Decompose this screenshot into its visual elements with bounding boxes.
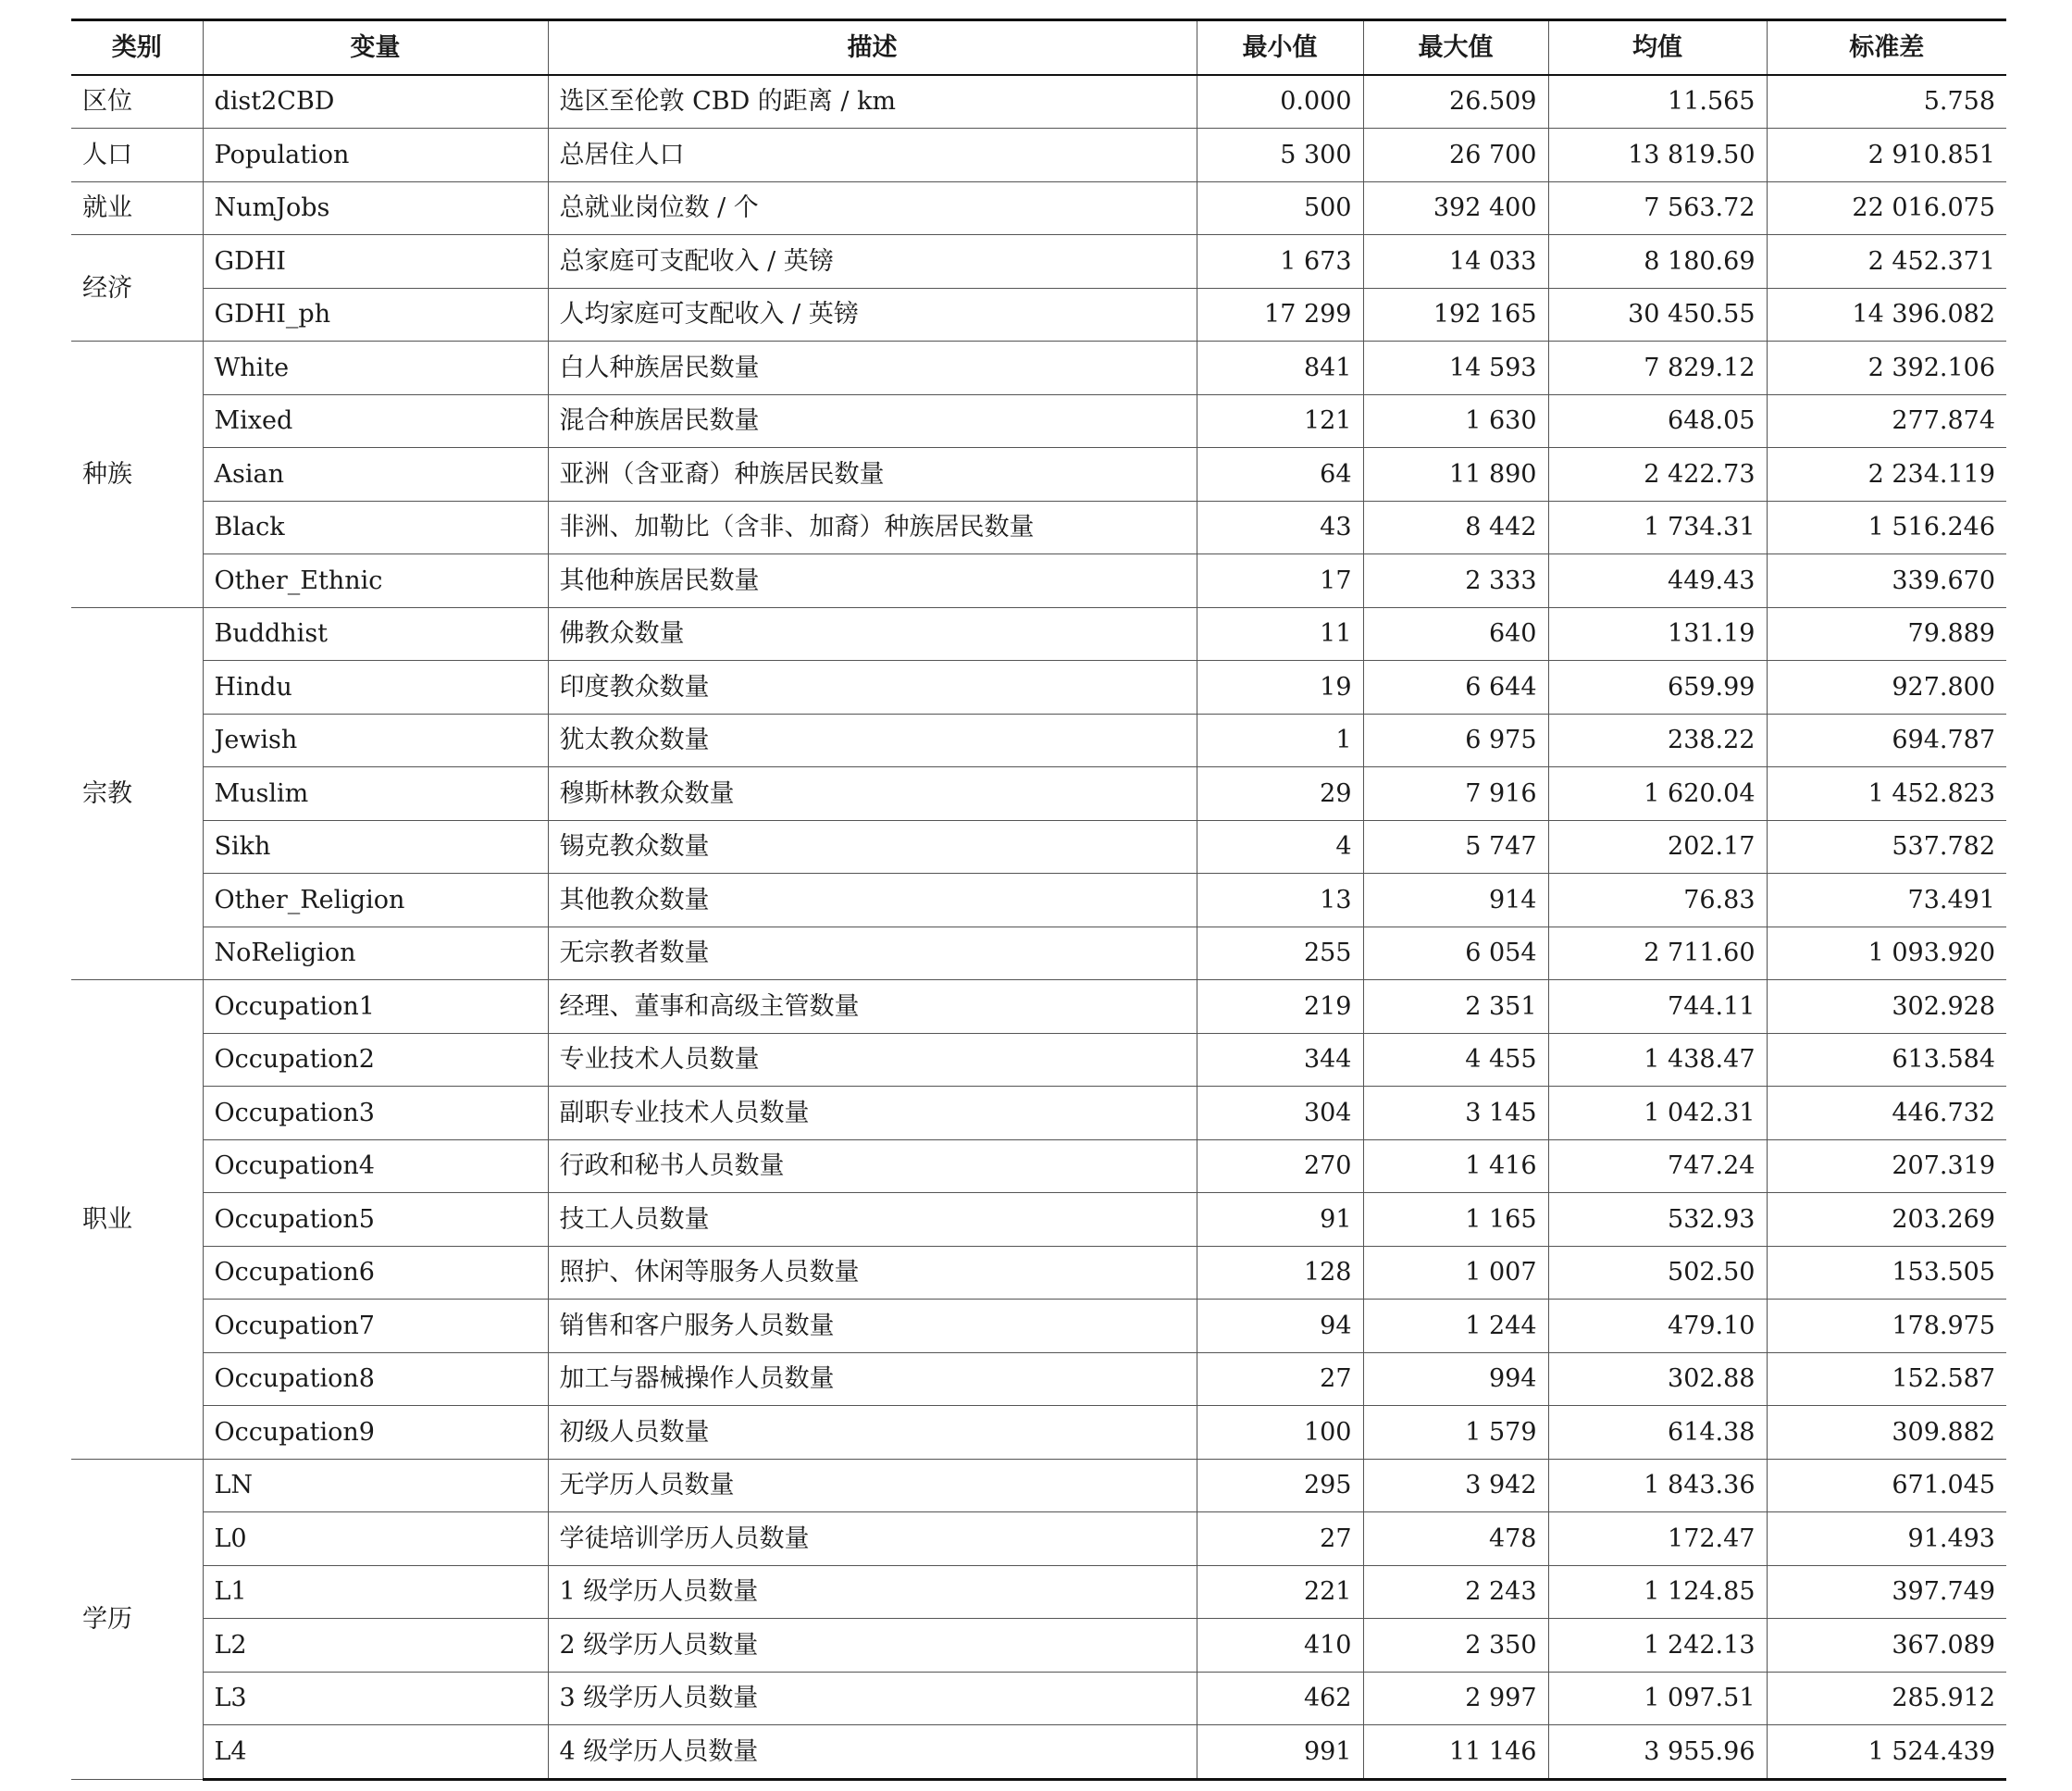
std-cell: 367.089 bbox=[1767, 1619, 2006, 1673]
description-cell: 专业技术人员数量 bbox=[548, 1033, 1197, 1087]
std-cell: 339.670 bbox=[1767, 554, 2006, 608]
std-cell: 671.045 bbox=[1767, 1459, 2006, 1512]
description-cell: 佛教众数量 bbox=[548, 607, 1197, 661]
table-row bbox=[71, 927, 2006, 980]
min-cell: 462 bbox=[1197, 1672, 1363, 1725]
table-row bbox=[71, 181, 2006, 235]
min-cell: 410 bbox=[1197, 1619, 1363, 1673]
max-cell: 6 054 bbox=[1363, 927, 1548, 980]
min-cell: 94 bbox=[1197, 1300, 1363, 1353]
variable-cell: Jewish bbox=[203, 714, 548, 767]
header-category: 类别 bbox=[71, 20, 203, 75]
table-row bbox=[71, 1300, 2006, 1353]
mean-cell: 1 097.51 bbox=[1548, 1672, 1767, 1725]
std-cell: 397.749 bbox=[1767, 1565, 2006, 1619]
max-cell: 14 033 bbox=[1363, 235, 1548, 289]
description-cell: 经理、董事和高级主管数量 bbox=[548, 980, 1197, 1034]
description-cell: 混合种族居民数量 bbox=[548, 394, 1197, 448]
variable-cell: Black bbox=[203, 501, 548, 554]
header-description: 描述 bbox=[548, 20, 1197, 75]
header-std: 标准差 bbox=[1767, 20, 2006, 75]
description-cell: 加工与器械操作人员数量 bbox=[548, 1352, 1197, 1406]
description-cell: 穆斯林教众数量 bbox=[548, 767, 1197, 821]
std-cell: 153.505 bbox=[1767, 1246, 2006, 1300]
category-cell: 职业 bbox=[71, 980, 203, 1460]
max-cell: 7 916 bbox=[1363, 767, 1548, 821]
min-cell: 500 bbox=[1197, 181, 1363, 235]
mean-cell: 1 620.04 bbox=[1548, 767, 1767, 821]
mean-cell: 502.50 bbox=[1548, 1246, 1767, 1300]
mean-cell: 1 438.47 bbox=[1548, 1033, 1767, 1087]
variable-cell: GDHI bbox=[203, 235, 548, 289]
description-cell: 销售和客户服务人员数量 bbox=[548, 1300, 1197, 1353]
min-cell: 17 299 bbox=[1197, 288, 1363, 342]
max-cell: 11 146 bbox=[1363, 1725, 1548, 1780]
min-cell: 841 bbox=[1197, 342, 1363, 395]
mean-cell: 172.47 bbox=[1548, 1512, 1767, 1566]
min-cell: 295 bbox=[1197, 1459, 1363, 1512]
max-cell: 392 400 bbox=[1363, 181, 1548, 235]
std-cell: 207.319 bbox=[1767, 1139, 2006, 1193]
min-cell: 11 bbox=[1197, 607, 1363, 661]
category-cell: 人口 bbox=[71, 129, 203, 182]
max-cell: 1 416 bbox=[1363, 1139, 1548, 1193]
mean-cell: 1 843.36 bbox=[1548, 1459, 1767, 1512]
table-row bbox=[71, 1672, 2006, 1725]
max-cell: 2 997 bbox=[1363, 1672, 1548, 1725]
table-row bbox=[71, 767, 2006, 821]
min-cell: 128 bbox=[1197, 1246, 1363, 1300]
variable-cell: Mixed bbox=[203, 394, 548, 448]
description-cell: 锡克教众数量 bbox=[548, 820, 1197, 874]
description-cell: 白人种族居民数量 bbox=[548, 342, 1197, 395]
min-cell: 344 bbox=[1197, 1033, 1363, 1087]
variable-cell: Occupation7 bbox=[203, 1300, 548, 1353]
max-cell: 4 455 bbox=[1363, 1033, 1548, 1087]
table-row bbox=[71, 980, 2006, 1034]
description-cell: 4 级学历人员数量 bbox=[548, 1725, 1197, 1780]
description-cell: 无学历人员数量 bbox=[548, 1459, 1197, 1512]
min-cell: 219 bbox=[1197, 980, 1363, 1034]
std-cell: 1 524.439 bbox=[1767, 1725, 2006, 1780]
std-cell: 2 234.119 bbox=[1767, 448, 2006, 502]
table-row bbox=[71, 1725, 2006, 1780]
variable-cell: Asian bbox=[203, 448, 548, 502]
min-cell: 304 bbox=[1197, 1087, 1363, 1140]
max-cell: 2 243 bbox=[1363, 1565, 1548, 1619]
mean-cell: 1 042.31 bbox=[1548, 1087, 1767, 1140]
max-cell: 26 700 bbox=[1363, 129, 1548, 182]
description-cell: 照护、休闲等服务人员数量 bbox=[548, 1246, 1197, 1300]
description-cell: 其他教众数量 bbox=[548, 874, 1197, 927]
category-cell: 经济 bbox=[71, 235, 203, 342]
max-cell: 478 bbox=[1363, 1512, 1548, 1566]
variable-cell: Occupation1 bbox=[203, 980, 548, 1034]
table-row bbox=[71, 874, 2006, 927]
variable-cell: dist2CBD bbox=[203, 75, 548, 129]
header-min: 最小值 bbox=[1197, 20, 1363, 75]
table-row bbox=[71, 75, 2006, 129]
variable-cell: NumJobs bbox=[203, 181, 548, 235]
variable-cell: L2 bbox=[203, 1619, 548, 1673]
table-row bbox=[71, 714, 2006, 767]
max-cell: 14 593 bbox=[1363, 342, 1548, 395]
variable-cell: Occupation9 bbox=[203, 1406, 548, 1460]
max-cell: 8 442 bbox=[1363, 501, 1548, 554]
mean-cell: 1 734.31 bbox=[1548, 501, 1767, 554]
table-body bbox=[71, 75, 2006, 1780]
min-cell: 5 300 bbox=[1197, 129, 1363, 182]
mean-cell: 202.17 bbox=[1548, 820, 1767, 874]
std-cell: 285.912 bbox=[1767, 1672, 2006, 1725]
header-variable: 变量 bbox=[203, 20, 548, 75]
std-cell: 79.889 bbox=[1767, 607, 2006, 661]
min-cell: 1 673 bbox=[1197, 235, 1363, 289]
min-cell: 270 bbox=[1197, 1139, 1363, 1193]
category-cell: 区位 bbox=[71, 75, 203, 129]
max-cell: 6 975 bbox=[1363, 714, 1548, 767]
description-cell: 学徒培训学历人员数量 bbox=[548, 1512, 1197, 1566]
variable-cell: GDHI_ph bbox=[203, 288, 548, 342]
table-row bbox=[71, 1459, 2006, 1512]
max-cell: 914 bbox=[1363, 874, 1548, 927]
description-cell: 总就业岗位数 / 个 bbox=[548, 181, 1197, 235]
mean-cell: 449.43 bbox=[1548, 554, 1767, 608]
std-cell: 152.587 bbox=[1767, 1352, 2006, 1406]
std-cell: 91.493 bbox=[1767, 1512, 2006, 1566]
std-cell: 73.491 bbox=[1767, 874, 2006, 927]
min-cell: 27 bbox=[1197, 1512, 1363, 1566]
mean-cell: 238.22 bbox=[1548, 714, 1767, 767]
table-row bbox=[71, 235, 2006, 289]
table-row bbox=[71, 607, 2006, 661]
min-cell: 27 bbox=[1197, 1352, 1363, 1406]
mean-cell: 614.38 bbox=[1548, 1406, 1767, 1460]
std-cell: 14 396.082 bbox=[1767, 288, 2006, 342]
max-cell: 192 165 bbox=[1363, 288, 1548, 342]
description-cell: 1 级学历人员数量 bbox=[548, 1565, 1197, 1619]
min-cell: 221 bbox=[1197, 1565, 1363, 1619]
min-cell: 29 bbox=[1197, 767, 1363, 821]
description-cell: 初级人员数量 bbox=[548, 1406, 1197, 1460]
min-cell: 91 bbox=[1197, 1193, 1363, 1247]
max-cell: 1 579 bbox=[1363, 1406, 1548, 1460]
description-cell: 非洲、加勒比（含非、加裔）种族居民数量 bbox=[548, 501, 1197, 554]
category-cell: 宗教 bbox=[71, 607, 203, 980]
variable-cell: Other_Religion bbox=[203, 874, 548, 927]
mean-cell: 532.93 bbox=[1548, 1193, 1767, 1247]
statistics-table bbox=[71, 19, 2006, 1781]
table-row bbox=[71, 554, 2006, 608]
header-max: 最大值 bbox=[1363, 20, 1548, 75]
max-cell: 26.509 bbox=[1363, 75, 1548, 129]
description-cell: 行政和秘书人员数量 bbox=[548, 1139, 1197, 1193]
max-cell: 1 630 bbox=[1363, 394, 1548, 448]
variable-cell: L1 bbox=[203, 1565, 548, 1619]
variable-cell: Occupation2 bbox=[203, 1033, 548, 1087]
min-cell: 13 bbox=[1197, 874, 1363, 927]
description-cell: 总家庭可支配收入 / 英镑 bbox=[548, 235, 1197, 289]
max-cell: 5 747 bbox=[1363, 820, 1548, 874]
min-cell: 19 bbox=[1197, 661, 1363, 715]
std-cell: 694.787 bbox=[1767, 714, 2006, 767]
std-cell: 613.584 bbox=[1767, 1033, 2006, 1087]
max-cell: 3 942 bbox=[1363, 1459, 1548, 1512]
table-row bbox=[71, 1619, 2006, 1673]
variable-cell: Population bbox=[203, 129, 548, 182]
description-cell: 犹太教众数量 bbox=[548, 714, 1197, 767]
max-cell: 3 145 bbox=[1363, 1087, 1548, 1140]
variable-cell: L3 bbox=[203, 1672, 548, 1725]
variable-cell: L4 bbox=[203, 1725, 548, 1780]
std-cell: 309.882 bbox=[1767, 1406, 2006, 1460]
std-cell: 22 016.075 bbox=[1767, 181, 2006, 235]
description-cell: 印度教众数量 bbox=[548, 661, 1197, 715]
variable-cell: Hindu bbox=[203, 661, 548, 715]
mean-cell: 13 819.50 bbox=[1548, 129, 1767, 182]
std-cell: 5.758 bbox=[1767, 75, 2006, 129]
variable-cell: L0 bbox=[203, 1512, 548, 1566]
variable-cell: Occupation6 bbox=[203, 1246, 548, 1300]
mean-cell: 747.24 bbox=[1548, 1139, 1767, 1193]
description-cell: 2 级学历人员数量 bbox=[548, 1619, 1197, 1673]
min-cell: 0.000 bbox=[1197, 75, 1363, 129]
table-row bbox=[71, 1352, 2006, 1406]
header-row bbox=[71, 20, 2006, 75]
description-cell: 人均家庭可支配收入 / 英镑 bbox=[548, 288, 1197, 342]
std-cell: 2 452.371 bbox=[1767, 235, 2006, 289]
min-cell: 4 bbox=[1197, 820, 1363, 874]
std-cell: 927.800 bbox=[1767, 661, 2006, 715]
variable-cell: Occupation5 bbox=[203, 1193, 548, 1247]
max-cell: 1 165 bbox=[1363, 1193, 1548, 1247]
std-cell: 277.874 bbox=[1767, 394, 2006, 448]
min-cell: 17 bbox=[1197, 554, 1363, 608]
max-cell: 1 007 bbox=[1363, 1246, 1548, 1300]
category-cell: 就业 bbox=[71, 181, 203, 235]
variable-cell: Buddhist bbox=[203, 607, 548, 661]
table-row bbox=[71, 342, 2006, 395]
table-row bbox=[71, 394, 2006, 448]
variable-cell: NoReligion bbox=[203, 927, 548, 980]
min-cell: 991 bbox=[1197, 1725, 1363, 1780]
mean-cell: 7 563.72 bbox=[1548, 181, 1767, 235]
description-cell: 其他种族居民数量 bbox=[548, 554, 1197, 608]
category-cell: 学历 bbox=[71, 1459, 203, 1779]
std-cell: 537.782 bbox=[1767, 820, 2006, 874]
mean-cell: 479.10 bbox=[1548, 1300, 1767, 1353]
variable-cell: Occupation3 bbox=[203, 1087, 548, 1140]
mean-cell: 131.19 bbox=[1548, 607, 1767, 661]
max-cell: 994 bbox=[1363, 1352, 1548, 1406]
mean-cell: 2 711.60 bbox=[1548, 927, 1767, 980]
max-cell: 2 333 bbox=[1363, 554, 1548, 608]
max-cell: 640 bbox=[1363, 607, 1548, 661]
std-cell: 2 392.106 bbox=[1767, 342, 2006, 395]
description-cell: 无宗教者数量 bbox=[548, 927, 1197, 980]
std-cell: 178.975 bbox=[1767, 1300, 2006, 1353]
variable-cell: White bbox=[203, 342, 548, 395]
std-cell: 1 452.823 bbox=[1767, 767, 2006, 821]
max-cell: 2 350 bbox=[1363, 1619, 1548, 1673]
table-row bbox=[71, 501, 2006, 554]
table-row bbox=[71, 448, 2006, 502]
table-row bbox=[71, 1406, 2006, 1460]
mean-cell: 302.88 bbox=[1548, 1352, 1767, 1406]
category-cell: 种族 bbox=[71, 342, 203, 608]
description-cell: 亚洲（含亚裔）种族居民数量 bbox=[548, 448, 1197, 502]
mean-cell: 76.83 bbox=[1548, 874, 1767, 927]
max-cell: 6 644 bbox=[1363, 661, 1548, 715]
table-row bbox=[71, 661, 2006, 715]
table-row bbox=[71, 1246, 2006, 1300]
variable-cell: Occupation4 bbox=[203, 1139, 548, 1193]
description-cell: 总居住人口 bbox=[548, 129, 1197, 182]
mean-cell: 1 124.85 bbox=[1548, 1565, 1767, 1619]
mean-cell: 30 450.55 bbox=[1548, 288, 1767, 342]
mean-cell: 8 180.69 bbox=[1548, 235, 1767, 289]
mean-cell: 2 422.73 bbox=[1548, 448, 1767, 502]
table-row bbox=[71, 820, 2006, 874]
min-cell: 121 bbox=[1197, 394, 1363, 448]
min-cell: 255 bbox=[1197, 927, 1363, 980]
variable-cell: Muslim bbox=[203, 767, 548, 821]
std-cell: 1 516.246 bbox=[1767, 501, 2006, 554]
variable-cell: Occupation8 bbox=[203, 1352, 548, 1406]
min-cell: 1 bbox=[1197, 714, 1363, 767]
std-cell: 203.269 bbox=[1767, 1193, 2006, 1247]
variable-cell: Other_Ethnic bbox=[203, 554, 548, 608]
table-row bbox=[71, 1033, 2006, 1087]
description-cell: 3 级学历人员数量 bbox=[548, 1672, 1197, 1725]
max-cell: 1 244 bbox=[1363, 1300, 1548, 1353]
mean-cell: 7 829.12 bbox=[1548, 342, 1767, 395]
header-mean: 均值 bbox=[1548, 20, 1767, 75]
table-row bbox=[71, 288, 2006, 342]
std-cell: 302.928 bbox=[1767, 980, 2006, 1034]
description-cell: 副职专业技术人员数量 bbox=[548, 1087, 1197, 1140]
std-cell: 446.732 bbox=[1767, 1087, 2006, 1140]
table-row bbox=[71, 1512, 2006, 1566]
variable-cell: Sikh bbox=[203, 820, 548, 874]
max-cell: 2 351 bbox=[1363, 980, 1548, 1034]
mean-cell: 659.99 bbox=[1548, 661, 1767, 715]
table-row bbox=[71, 129, 2006, 182]
variable-cell: LN bbox=[203, 1459, 548, 1512]
std-cell: 2 910.851 bbox=[1767, 129, 2006, 182]
table-row bbox=[71, 1087, 2006, 1140]
description-cell: 技工人员数量 bbox=[548, 1193, 1197, 1247]
max-cell: 11 890 bbox=[1363, 448, 1548, 502]
mean-cell: 744.11 bbox=[1548, 980, 1767, 1034]
table-row bbox=[71, 1565, 2006, 1619]
min-cell: 64 bbox=[1197, 448, 1363, 502]
description-cell: 选区至伦敦 CBD 的距离 / km bbox=[548, 75, 1197, 129]
std-cell: 1 093.920 bbox=[1767, 927, 2006, 980]
mean-cell: 1 242.13 bbox=[1548, 1619, 1767, 1673]
table-row bbox=[71, 1193, 2006, 1247]
mean-cell: 3 955.96 bbox=[1548, 1725, 1767, 1780]
min-cell: 43 bbox=[1197, 501, 1363, 554]
table-row bbox=[71, 1139, 2006, 1193]
mean-cell: 648.05 bbox=[1548, 394, 1767, 448]
min-cell: 100 bbox=[1197, 1406, 1363, 1460]
mean-cell: 11.565 bbox=[1548, 75, 1767, 129]
